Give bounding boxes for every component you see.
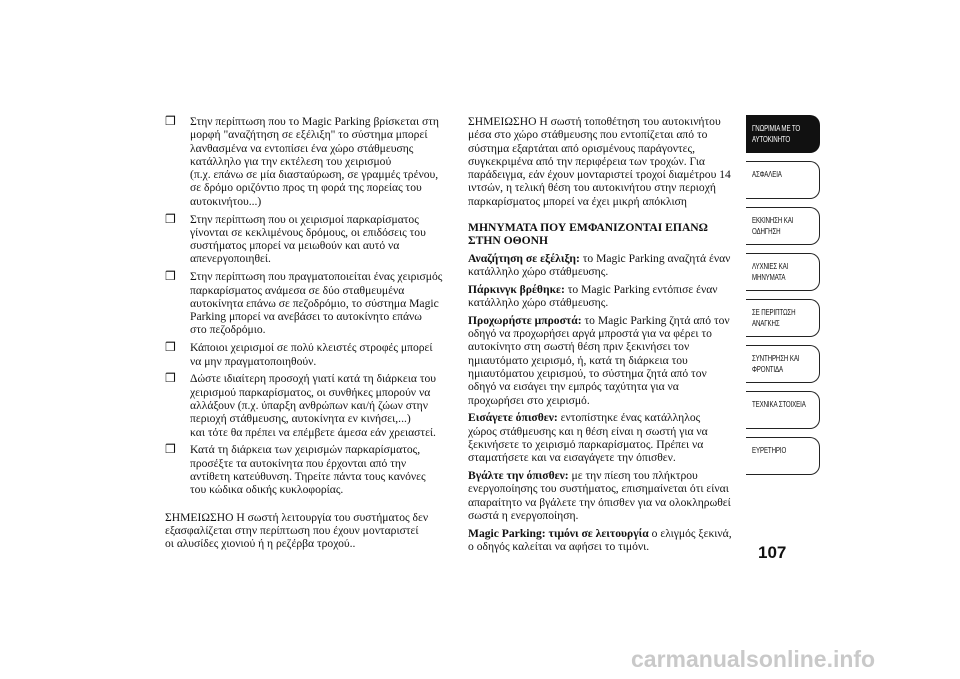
- message-label: Εισάγετε όπισθεν:: [468, 411, 558, 425]
- chapter-tab-label: ΤΕΧΝΙΚΑ ΣΤΟΙΧΕΙΑ: [752, 399, 806, 409]
- chapter-tab-label: ΣΥΝΤΗΡΗΣΗ ΚΑΙ: [752, 353, 800, 363]
- left-column: [165, 115, 445, 550]
- message-entry: [468, 283, 750, 310]
- heading-line: ΜΗΝΥΜΑΤΑ ΠΟΥ ΕΜΦΑΝΙΖΟΝΤΑΙ ΕΠΑΝΩ: [468, 221, 708, 235]
- text-line: και τότε θα πρέπει να επέμβετε άμεσα εάν χρειαστεί.: [190, 425, 436, 439]
- text-line: Κατά τη διάρκεια των χειρισμών παρκαρίσματος,: [190, 443, 421, 457]
- text-line: [468, 283, 750, 296]
- text-line: γίνονται σε κεκλιμένους δρόμους, οι επιδόσεις του: [190, 225, 426, 239]
- text-line: (π.χ. επάνω σε μία διασταύρωση, σε γραμμές τρένου,: [190, 168, 439, 182]
- note-paragraph: [468, 115, 750, 208]
- chapter-tabs: [746, 115, 820, 483]
- chapter-tab-label: ΟΔΗΓΗΣΗ: [752, 226, 781, 236]
- message-text: εντοπίστηκε ένας κατάλληλος: [557, 411, 701, 425]
- text-line: σωστά η ενεργοποίηση.: [468, 509, 579, 523]
- text-line: [468, 252, 750, 265]
- page-number: 107: [758, 543, 787, 562]
- message-entry: [468, 411, 750, 464]
- text-line: Parking μπορεί να ανεβάσει το αυτοκίνητο επάνω: [190, 310, 422, 324]
- chapter-tab-label: ΑΥΤΟΚΙΝΗΤΟ: [752, 134, 791, 144]
- right-column: [468, 115, 750, 558]
- bullet-list: [165, 115, 445, 497]
- chapter-tab[interactable]: [746, 345, 820, 383]
- bullet-item: [165, 115, 445, 208]
- chapter-tab-label: ΦΡΟΝΤΙΔΑ: [752, 364, 783, 374]
- checkbox-bullet-icon: ❒: [165, 211, 176, 226]
- message-label: Αναζήτηση σε εξέλιξη:: [468, 251, 580, 265]
- text-line: χώρος στάθμευσης και η θέση είναι η σωστή για να: [468, 424, 708, 438]
- message-entry: [468, 469, 750, 522]
- bullet-item: [165, 341, 445, 368]
- text-line: Στην περίπτωση που το Magic Parking βρίσκεται στη: [190, 115, 439, 128]
- checkbox-bullet-icon: ❒: [165, 269, 176, 284]
- checkbox-bullet-icon: ❒: [165, 340, 176, 355]
- text-line: παρκαρίσματος ανάμεσα σε δύο σταθμευμένα: [190, 283, 405, 297]
- chapter-tab-label: ΑΝΑΓΚΗΣ: [752, 318, 780, 328]
- text-line: στο πεζοδρόμιο.: [190, 323, 266, 337]
- text-line: κατάλληλο για την εκτέλεση του χειρισμού: [190, 154, 392, 168]
- text-line: σταματήσετε και να εισαγάγετε την όπισθεν.: [468, 451, 676, 465]
- chapter-tab[interactable]: [746, 391, 820, 429]
- heading-line: ΣΤΗΝ ΟΘΟΝΗ: [468, 234, 549, 248]
- chapter-tab-label: ΕΚΚΙΝΗΣΗ ΚΑΙ: [752, 215, 794, 225]
- message-text: με την πίεση του πλήκτρου: [568, 469, 698, 483]
- text-line: προσέξτε τα αυτοκίνητα που έρχονται από την: [190, 456, 407, 470]
- text-line: ιντσών, η τελική θέση του αυτοκινήτου στην περιοχή: [468, 181, 716, 195]
- checkbox-bullet-icon: ❒: [165, 442, 176, 457]
- text-line: αυτοκινήτου...): [190, 194, 262, 208]
- text-line: να μην πραγματοποιηθούν.: [190, 354, 317, 368]
- checkbox-bullet-icon: ❒: [165, 371, 176, 386]
- text-line: Δώστε ιδιαίτερη προσοχή γιατί κατά τη διάρκεια του: [190, 372, 437, 386]
- chapter-tab-label: ΓΝΩΡΙΜΙΑ ΜΕ ΤΟ: [752, 123, 801, 133]
- text-line: του κώδικα οδικής κυκλοφορίας.: [190, 483, 344, 497]
- text-line: λανθασμένα να εντοπίσει ένα χώρο στάθμευσης: [190, 141, 414, 155]
- bullet-item: [165, 213, 445, 266]
- text-line: αντίθετη κατεύθυνση. Τηρείτε πάντα τους κανόνες: [190, 469, 426, 483]
- bullet-item: [165, 372, 445, 438]
- bullet-item: [165, 270, 445, 336]
- text-line: [468, 469, 750, 482]
- chapter-tab-label: ΜΗΝΥΜΑΤΑ: [752, 272, 786, 282]
- text-line: αυτοκίνητο στη σωστή θέση πριν ξεκινήσει τον: [468, 340, 690, 354]
- bullet-item: [165, 443, 445, 496]
- text-line: παρκαρίσματος μπορεί να έχει μικρή απόκλιση: [468, 194, 687, 208]
- chapter-tab-label: ΣΕ ΠΕΡΙΠΤΩΣΗ: [752, 307, 796, 317]
- chapter-tab-label: ΛΥΧΝΙΕΣ ΚΑΙ: [752, 261, 789, 271]
- chapter-tab[interactable]: [746, 299, 820, 337]
- text-line: συστήματος μπορεί να μειωθούν και αυτό να: [190, 239, 400, 253]
- message-entry: [468, 314, 750, 407]
- text-line: οι αλυσίδες χιονιού ή η ρεζέρβα τροχού..: [165, 537, 356, 551]
- message-entry: [468, 252, 750, 279]
- text-line: προχωρήσει στο χειρισμό.: [468, 393, 590, 407]
- text-line: ΣΗΜΕΙΩΣΗΟ Η σωστή λειτουργία του συστήματος δεν: [165, 510, 429, 524]
- chapter-tab[interactable]: [746, 253, 820, 291]
- text-line: συγκεκριμένα από την περιφέρεια των τροχών. Για: [468, 154, 706, 168]
- message-label: Πάρκινγκ βρέθηκε:: [468, 282, 565, 296]
- text-line: ημιαυτόματου χειρισμού, το σύστημα ζητά από τον: [468, 367, 707, 381]
- message-label: Προχωρήστε μπροστά:: [468, 313, 582, 327]
- text-line: απαραίτητο να βγάλετε την όπισθεν για να ολοκληρωθεί: [468, 495, 731, 509]
- message-text: το Magic Parking αναζητά έναν: [579, 251, 731, 265]
- text-line: αυτοκίνητα επάνω σε πεζοδρόμιο, το σύστημα Magic: [190, 296, 439, 310]
- text-line: μορφή "αναζήτηση σε εξέλιξη" το σύστημα μπορεί: [190, 128, 428, 142]
- chapter-tab[interactable]: [746, 207, 820, 245]
- text-line: χειρισμού παρκαρίσματος, οι συνθήκες μπορούν να: [190, 385, 431, 399]
- text-line: ξεκινήσετε το χειρισμό παρκαρίσματος. Πρέπει να: [468, 438, 704, 452]
- text-line: Στην περίπτωση που οι χειρισμοί παρκαρίσματος: [190, 212, 419, 226]
- text-line: σε δρόμο οριζόντιο προς τη φορά της πορείας του: [190, 181, 422, 195]
- chapter-tab-label: ΑΣΦΑΛΕΙΑ: [752, 169, 782, 179]
- message-text: ο ελιγμός ξεκινά,: [648, 526, 732, 540]
- messages-list: [468, 252, 750, 554]
- text-line: Στην περίπτωση που πραγματοποιείται ένας χειρισμός: [190, 270, 443, 284]
- text-line: εξασφαλίζεται στην περίπτωση που έχουν μονταριστεί: [165, 523, 419, 537]
- checkbox-bullet-icon: ❒: [165, 114, 176, 128]
- message-text: το Magic Parking εντόπισε έναν: [564, 282, 718, 296]
- chapter-tab[interactable]: [746, 437, 820, 475]
- text-line: μέσα στο χώρο στάθμευσης που εντοπίζεται από το: [468, 128, 708, 142]
- text-line: ο οδηγός καλείται να αφήσει το τιμόνι.: [468, 540, 650, 554]
- chapter-tab[interactable]: [746, 115, 820, 153]
- text-line: παράδειγμα, εάν έχουν μονταριστεί τροχοί διαμέτρου 14: [468, 168, 731, 182]
- text-line: ημιαυτόματο χειρισμό, ή, κατά τη διάρκεια του: [468, 353, 688, 367]
- section-heading: [468, 221, 750, 248]
- text-line: κατάλληλο χώρο στάθμευσης.: [468, 296, 609, 310]
- chapter-tab-label: ΕΥΡΕΤΗΡΙΟ: [752, 445, 787, 455]
- message-label: Magic Parking: τιμόνι σε λειτουργία: [468, 526, 649, 540]
- text-line: αλλάξουν (π.χ. ύπαρξη ανθρώπων και/ή ζώων στην: [190, 398, 428, 412]
- watermark: carmanualsonline.info: [631, 646, 876, 672]
- text-line: απενεργοποιηθεί.: [190, 252, 271, 266]
- text-line: ΣΗΜΕΙΩΣΗΟ Η σωστή τοποθέτηση του αυτοκινήτου: [468, 115, 721, 128]
- text-line: [468, 314, 750, 327]
- text-line: [468, 527, 750, 540]
- text-line: περιοχή στάθμευσης, αυτοκίνητα εν κινήσει,...): [190, 412, 411, 426]
- message-entry: [468, 527, 750, 554]
- text-line: οδηγό να προχωρήσει αργά μπροστά για να φέρει το: [468, 327, 712, 341]
- text-line: [468, 411, 750, 424]
- message-label: Βγάλτε την όπισθεν:: [468, 469, 569, 483]
- text-line: ενεργοποίησης του συστήματος, επισημαίνεται ότι είναι: [468, 482, 729, 496]
- message-text: το Magic Parking ζητά από τον: [581, 313, 730, 327]
- text-line: σύστημα εξαρτάται από ορισμένους παράγοντες,: [468, 141, 695, 155]
- text-line: Κάποιοι χειρισμοί σε πολύ κλειστές στροφές μπορεί: [190, 341, 433, 355]
- note-paragraph: [165, 511, 445, 551]
- chapter-tab[interactable]: [746, 161, 820, 199]
- text-line: κατάλληλο χώρο στάθμευσης.: [468, 264, 609, 278]
- text-line: οδηγό να εισάγει την εμπρός ταχύτητα για να: [468, 380, 679, 394]
